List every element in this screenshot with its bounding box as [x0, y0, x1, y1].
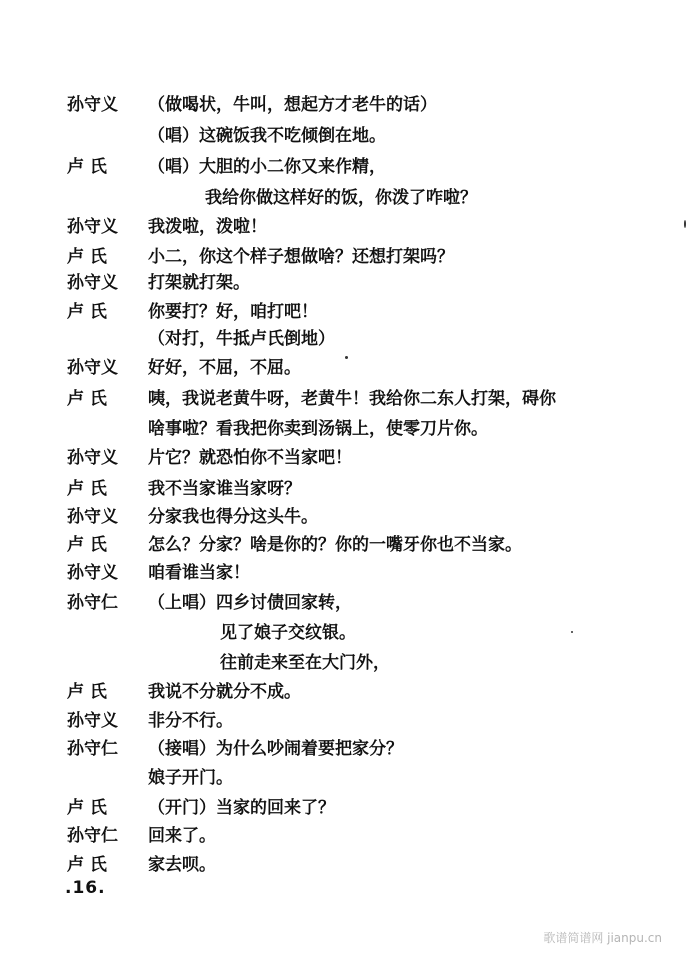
dialogue-line: [0, 706, 690, 736]
dialogue-line: [0, 618, 690, 648]
speaker-name: 卢 氏: [67, 855, 107, 875]
speaker-name: 孙守义: [67, 95, 118, 115]
scan-speck: [345, 356, 348, 359]
page-number: .16.: [65, 878, 106, 898]
dialogue-line: [0, 734, 690, 764]
speaker-name: 孙守义: [67, 448, 118, 468]
dialogue-text: 我泼啦，泼啦！: [148, 217, 267, 237]
dialogue-line: [0, 90, 690, 120]
dialogue-line: [0, 502, 690, 532]
speaker-name: 孙守义: [67, 273, 118, 293]
speaker-name: 孙守义: [67, 358, 118, 378]
dialogue-text: （唱）大胆的小二你又来作精，: [148, 157, 386, 177]
dialogue-text: 怎么？分家？啥是你的？你的一嘴牙你也不当家。: [148, 535, 522, 555]
speaker-name: 卢 氏: [67, 247, 107, 267]
speaker-name: 孙守义: [67, 563, 118, 583]
dialogue-text: （唱）这碗饭我不吃倾倒在地。: [148, 126, 386, 146]
dialogue-line: [0, 324, 690, 354]
speaker-name: 卢 氏: [67, 535, 107, 555]
dialogue-line: [0, 297, 690, 327]
dialogue-line: [0, 648, 690, 678]
dialogue-line: [0, 821, 690, 851]
dialogue-text: 家去呗。: [148, 855, 216, 875]
dialogue-line: [0, 588, 690, 618]
dialogue-text: 我说不分就分不成。: [148, 682, 301, 702]
watermark: 歌谱简谱网 jianpu.cn: [543, 931, 662, 945]
dialogue-line: [0, 212, 690, 242]
dialogue-line: [0, 384, 690, 414]
dialogue-text: 非分不行。: [148, 711, 233, 731]
dialogue-line: [0, 443, 690, 473]
dialogue-text: 小二，你这个样子想做啥？还想打架吗？: [148, 247, 454, 267]
dialogue-line: [0, 183, 690, 213]
dialogue-text: 片它？就恐怕你不当家吧！: [148, 448, 352, 468]
speaker-name: 卢 氏: [67, 798, 107, 818]
dialogue-text: （上唱）四乡讨债回家转，: [148, 593, 352, 613]
speaker-name: 卢 氏: [67, 389, 107, 409]
dialogue-line: [0, 268, 690, 298]
dialogue-line: [0, 121, 690, 151]
speaker-name: 孙守义: [67, 507, 118, 527]
dialogue-text: 见了娘子交纹银。: [220, 623, 356, 643]
dialogue-line: [0, 530, 690, 560]
speaker-name: 卢 氏: [67, 302, 107, 322]
speaker-name: 卢 氏: [67, 157, 107, 177]
speaker-name: 孙守仁: [67, 826, 118, 846]
dialogue-text: 我不当家谁当家呀？: [148, 479, 301, 499]
dialogue-line: [0, 414, 690, 444]
dialogue-text: 咦，我说老黄牛呀，老黄牛！我给你二东人打架，碍你: [148, 389, 556, 409]
scan-speck: [571, 631, 573, 633]
dialogue-text: 你要打？好，咱打吧！: [148, 302, 318, 322]
dialogue-line: [0, 677, 690, 707]
scan-speck: [684, 220, 686, 228]
dialogue-text: 好好，不屈，不屈。: [148, 358, 301, 378]
dialogue-text: （对打，牛抵卢氏倒地）: [148, 329, 335, 349]
dialogue-text: 打架就打架。: [148, 273, 250, 293]
dialogue-text: 咱看谁当家！: [148, 563, 250, 583]
speaker-name: 孙守仁: [67, 739, 118, 759]
speaker-name: 孙守仁: [67, 593, 118, 613]
dialogue-line: [0, 474, 690, 504]
dialogue-text: 我给你做这样好的饭，你泼了咋啦？: [205, 188, 477, 208]
dialogue-line: [0, 558, 690, 588]
dialogue-line: [0, 763, 690, 793]
dialogue-text: （接唱）为什么吵闹着要把家分？: [148, 739, 403, 759]
dialogue-line: [0, 152, 690, 182]
speaker-name: 孙守义: [67, 711, 118, 731]
speaker-name: 卢 氏: [67, 479, 107, 499]
dialogue-text: 啥事啦？看我把你卖到汤锅上，使零刀片你。: [148, 419, 488, 439]
speaker-name: 卢 氏: [67, 682, 107, 702]
dialogue-text: 娘子开门。: [148, 768, 233, 788]
dialogue-text: （开门）当家的回来了？: [148, 798, 335, 818]
dialogue-text: 回来了。: [148, 826, 216, 846]
dialogue-text: 往前走来至在大门外，: [220, 653, 390, 673]
dialogue-line: [0, 850, 690, 880]
speaker-name: 孙守义: [67, 217, 118, 237]
dialogue-line: [0, 793, 690, 823]
dialogue-text: （做喝状，牛叫，想起方才老牛的话）: [148, 95, 437, 115]
dialogue-text: 分家我也得分这头牛。: [148, 507, 318, 527]
